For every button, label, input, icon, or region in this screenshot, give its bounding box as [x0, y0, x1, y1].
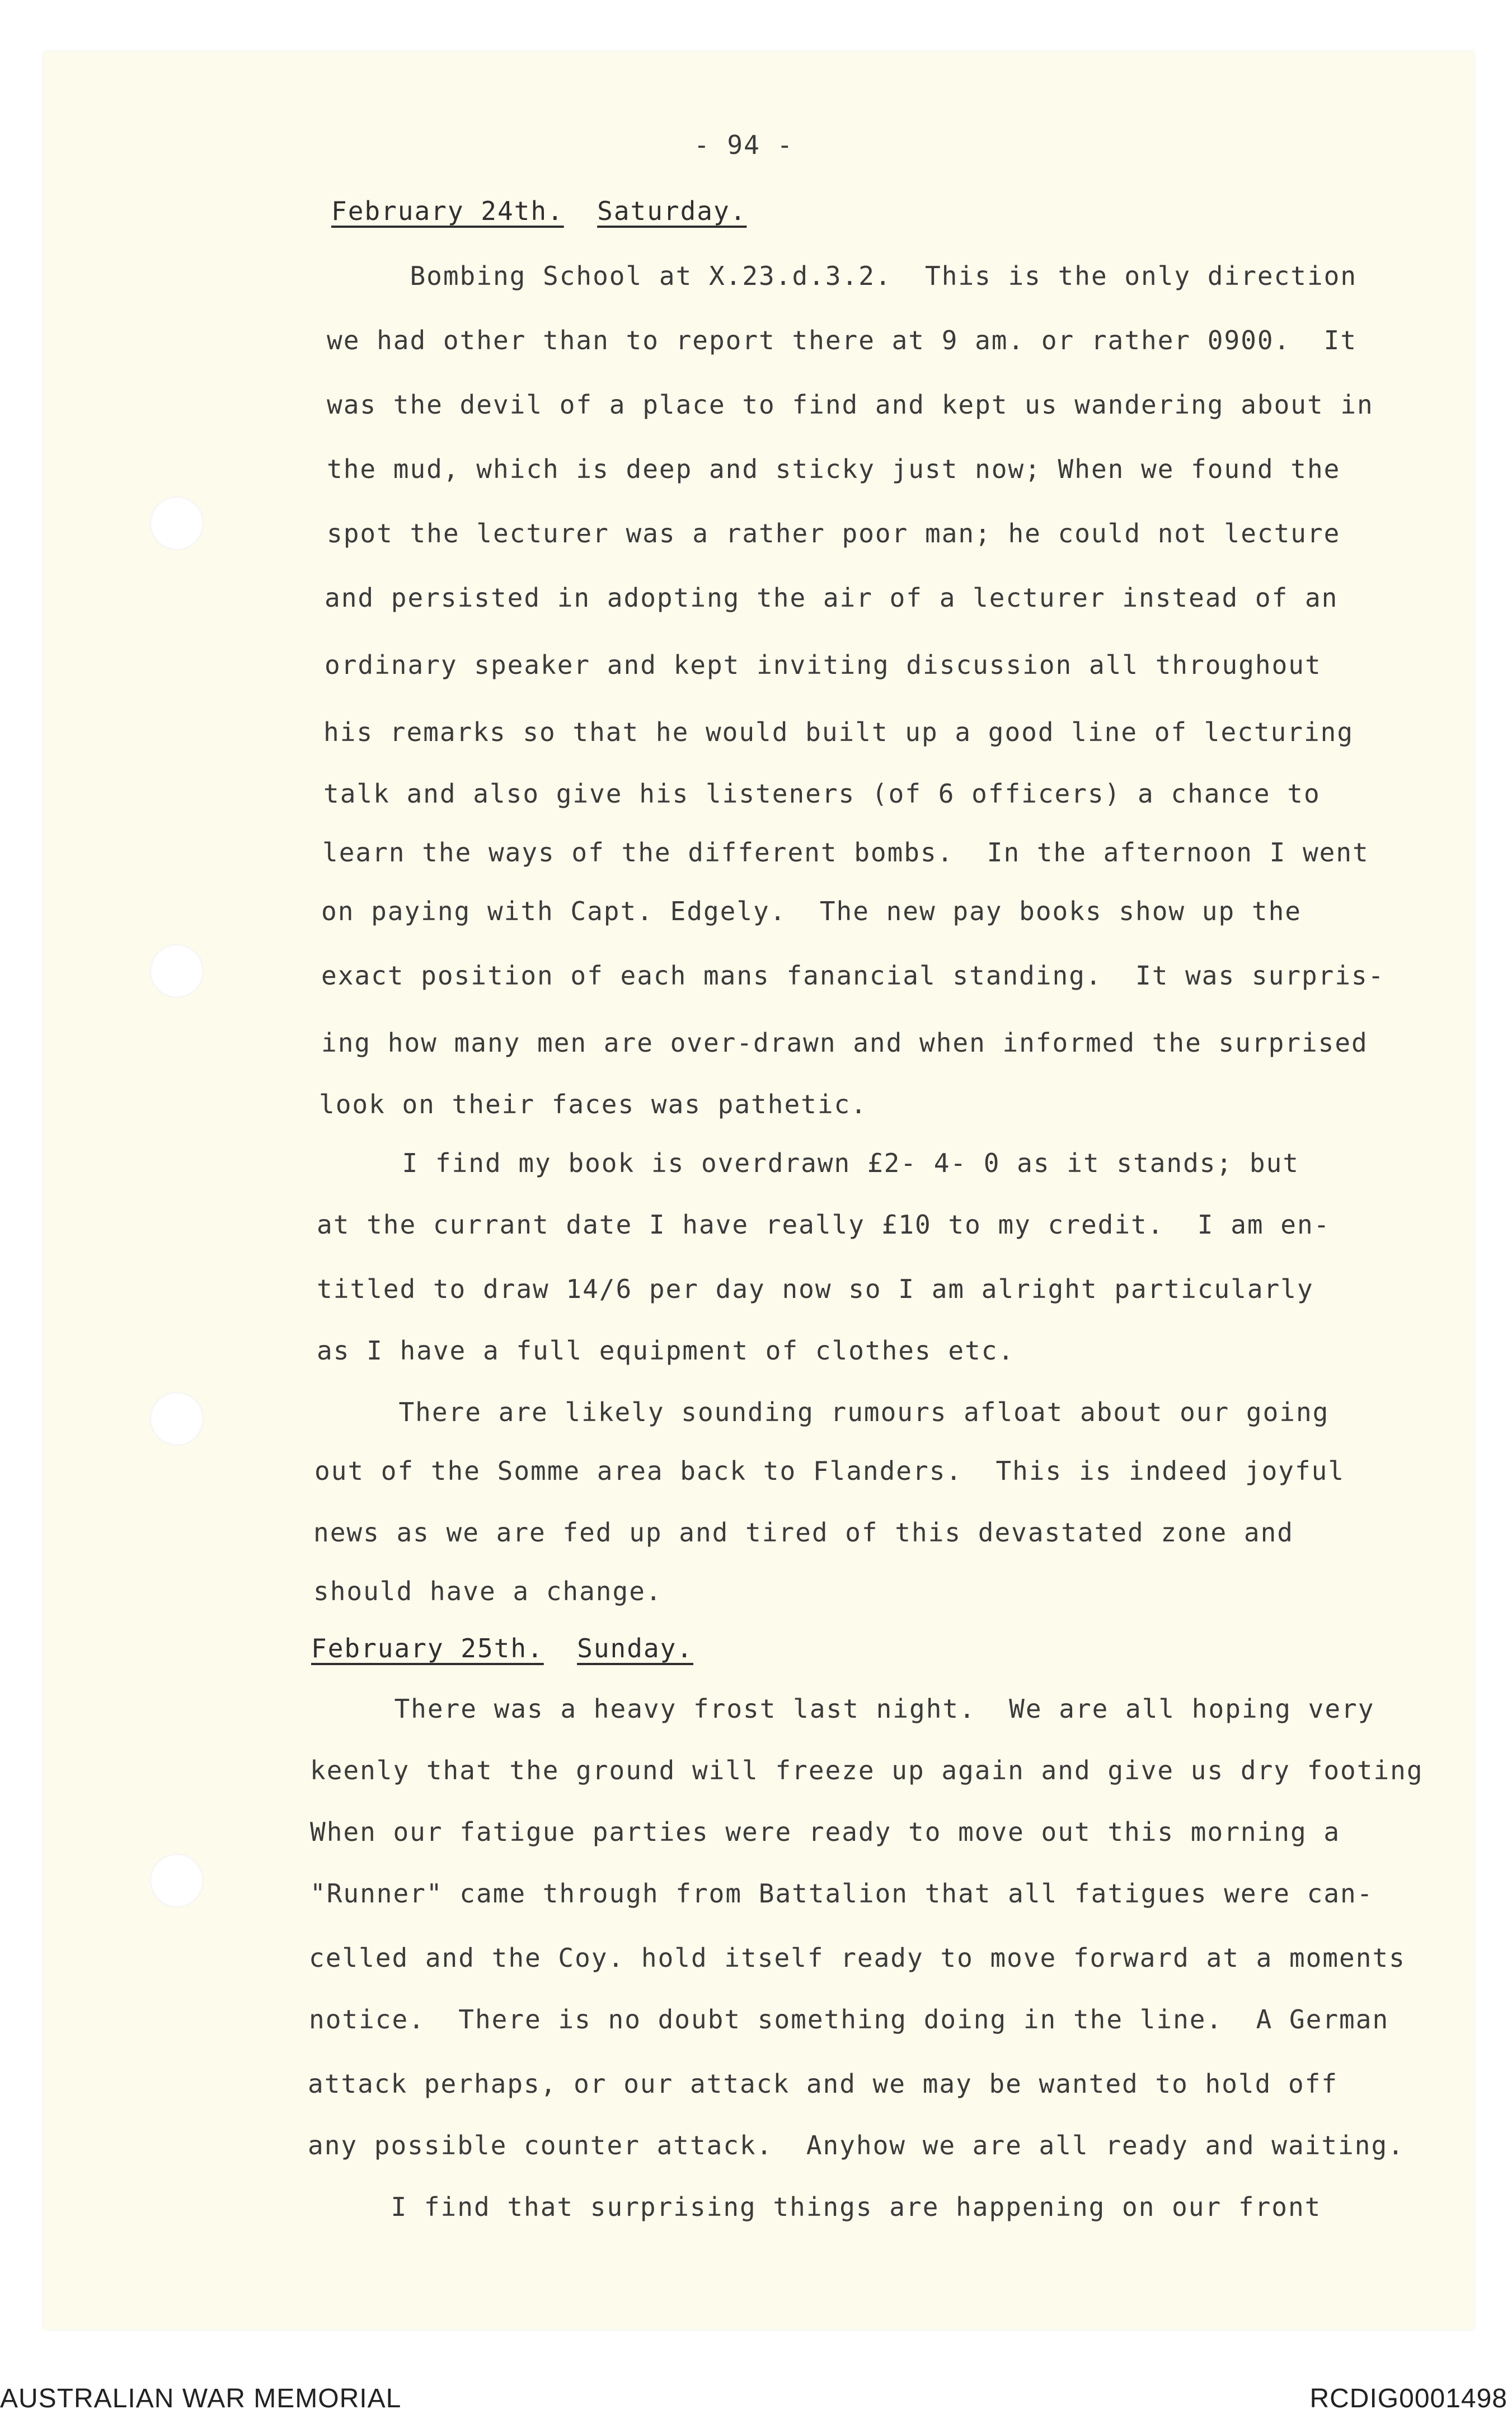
text-line: exact position of each mans fanancial standing. It was surpris- — [321, 960, 1385, 991]
text-line: titled to draw 14/6 per day now so I am alright particularly — [317, 1274, 1314, 1304]
text-line: news as we are fed up and tired of this devastated zone and — [313, 1517, 1294, 1548]
text-line: on paying with Capt. Edgely. The new pay books show up the — [321, 896, 1302, 926]
text-line: ordinary speaker and kept inviting discussion all throughout — [325, 650, 1322, 680]
entry-heading-feb-25 — [311, 1633, 693, 1663]
text-line: we had other than to report there at 9 am. or rather 0900. It — [327, 325, 1358, 355]
text-line: Bombing School at X.23.d.3.2. This is the only direction — [327, 261, 1358, 291]
text-line: notice. There is no doubt something doing in the line. A German — [309, 2004, 1389, 2035]
text-line: "Runner" came through from Battalion that all fatigues were can- — [310, 1878, 1374, 1909]
footer-record-id: RCDIG0001498 — [1309, 2384, 1508, 2413]
entry-day: Saturday. — [597, 196, 747, 226]
text-line: keenly that the ground will freeze up again and give us dry footing — [310, 1755, 1424, 1785]
punch-hole-3 — [150, 1392, 204, 1446]
text-line: look on their faces was pathetic. — [319, 1089, 867, 1119]
text-line: I find that surprising things are happening on our front — [308, 2192, 1322, 2222]
text-line: was the devil of a place to find and kept us wandering about in — [327, 390, 1374, 420]
punch-hole-4 — [150, 1854, 204, 1907]
text-line: spot the lecturer was a rather poor man; he could not lecture — [327, 518, 1341, 549]
text-line: at the currant date I have really £10 to my credit. I am en- — [317, 1210, 1331, 1240]
punch-hole-1 — [150, 496, 204, 550]
text-line: attack perhaps, or our attack and we may be wanted to hold off — [308, 2069, 1339, 2099]
text-line: I find my book is overdrawn £2- 4- 0 as it stands; but — [319, 1148, 1299, 1178]
text-line: talk and also give his listeners (of 6 officers) a chance to — [323, 779, 1321, 809]
text-line: and persisted in adopting the air of a lecturer instead of an — [325, 583, 1339, 613]
text-line: learn the ways of the different bombs. In the afternoon I went — [322, 837, 1369, 868]
text-line: celled and the Coy. hold itself ready to move forward at a moments — [309, 1943, 1406, 1973]
punch-hole-2 — [150, 944, 204, 998]
text-line: as I have a full equipment of clothes etc. — [317, 1335, 1015, 1366]
text-line: out of the Somme area back to Flanders. This is indeed joyful — [314, 1456, 1345, 1486]
text-line: the mud, which is deep and sticky just now; When we found the — [327, 454, 1341, 484]
text-line: should have a change. — [313, 1576, 663, 1606]
entry-date: February 24th. — [331, 196, 564, 226]
footer-institution: AUSTRALIAN WAR MEMORIAL — [0, 2384, 402, 2413]
text-line: any possible counter attack. Anyhow we are all ready and waiting. — [308, 2130, 1405, 2160]
text-line: his remarks so that he would built up a good line of lecturing — [323, 717, 1354, 747]
text-line: When our fatigue parties were ready to move out this morning a — [310, 1817, 1341, 1847]
page-number: - 94 - — [694, 130, 794, 160]
entry-day: Sunday. — [577, 1633, 693, 1663]
entry-heading-feb-24 — [331, 196, 746, 226]
text-line: There are likely sounding rumours afloat about our going — [316, 1397, 1330, 1427]
text-line: There was a heavy frost last night. We are all hoping very — [311, 1694, 1375, 1724]
text-line: ing how many men are over-drawn and when informed the surprised — [321, 1028, 1368, 1058]
entry-date: February 25th. — [311, 1633, 544, 1663]
